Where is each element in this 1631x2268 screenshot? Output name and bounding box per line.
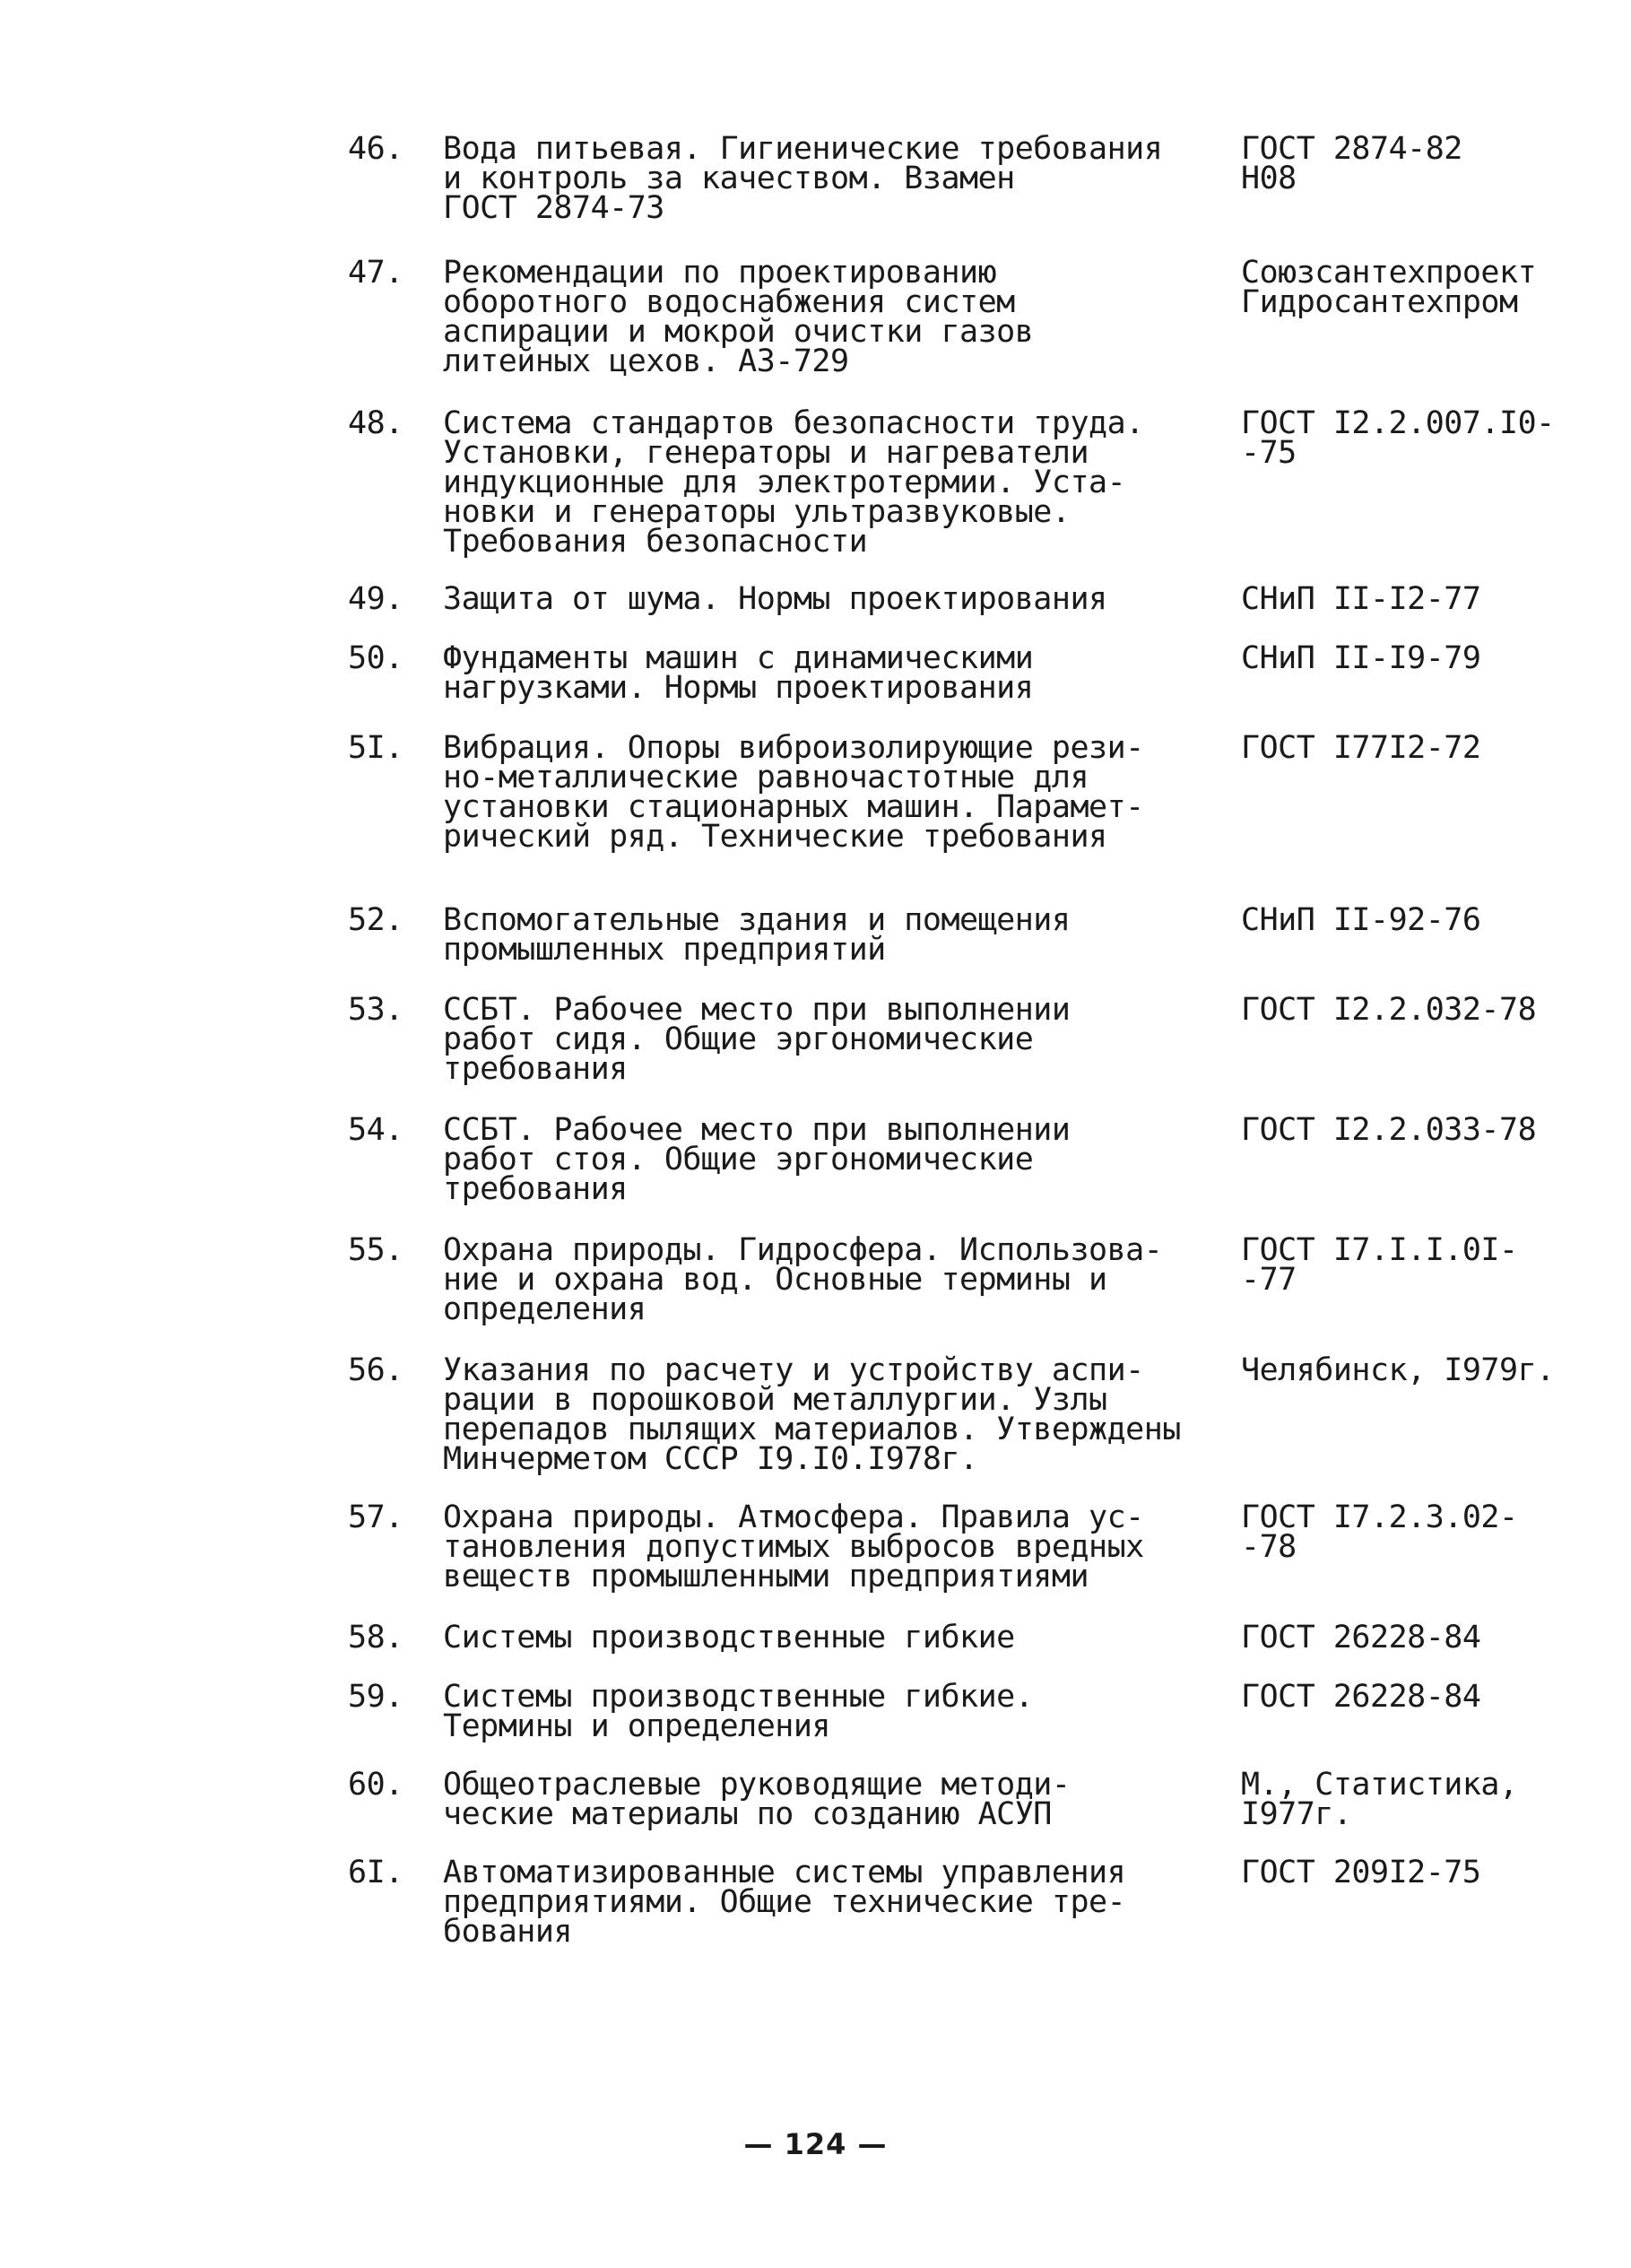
item-title: ССБТ. Рабочее место при выполнении работ сидя. Общие эргономические требования bbox=[443, 992, 1071, 1087]
item-number: 59. bbox=[348, 1679, 403, 1715]
item-title: Рекомендации по проектированию оборотного водоснабжения систем аспирации и мокрой очистки газов литейных цехов. А3-729 bbox=[443, 255, 1034, 379]
item-number: 58. bbox=[348, 1620, 403, 1655]
item-title: Фундаменты машин с динамическими нагрузками. Нормы проектирования bbox=[443, 640, 1034, 706]
item-reference: ГОСТ I7.2.3.02- -78 bbox=[1241, 1499, 1518, 1565]
item-reference: ГОСТ I2.2.033-78 bbox=[1241, 1112, 1537, 1148]
item-title: Вода питьевая. Гигиенические требования и контроль за качеством. Взамен ГОСТ 2874-73 bbox=[443, 131, 1163, 226]
item-number: 57. bbox=[348, 1499, 403, 1535]
item-number: 50. bbox=[348, 640, 403, 676]
item-number: 56. bbox=[348, 1352, 403, 1388]
item-reference: СНиП II-92-76 bbox=[1241, 902, 1481, 938]
item-title: Общеотраслевые руководящие методи- ческие материалы по созданию АСУП bbox=[443, 1767, 1071, 1832]
item-title: ССБТ. Рабочее место при выполнении работ стоя. Общие эргономические требования bbox=[443, 1112, 1071, 1207]
item-number: 53. bbox=[348, 992, 403, 1028]
page-number: — 124 — bbox=[743, 2127, 888, 2161]
item-reference: ГОСТ 26228-84 bbox=[1241, 1679, 1481, 1715]
item-reference: Челябинск, I979г. bbox=[1241, 1352, 1555, 1388]
item-reference: Союзсантехпроект Гидросантехпром bbox=[1241, 255, 1537, 320]
item-number: 48. bbox=[348, 405, 403, 441]
item-number: 49. bbox=[348, 581, 403, 617]
item-title: Указания по расчету и устройству аспи- рации в порошковой металлургии. Узлы перепадов пылящих материалов. Утверждены Минчерметом СССР I9.I0.I978г. bbox=[443, 1352, 1181, 1477]
item-number: 47. bbox=[348, 255, 403, 291]
item-number: 60. bbox=[348, 1767, 403, 1803]
item-reference: ГОСТ I2.2.007.I0- -75 bbox=[1241, 405, 1555, 471]
item-title: Системы производственные гибкие bbox=[443, 1620, 1015, 1655]
item-title: Автоматизированные системы управления предприятиями. Общие технические тре- бования bbox=[443, 1855, 1126, 1950]
item-title: Охрана природы. Гидросфера. Использова- ние и охрана вод. Основные термины и определения bbox=[443, 1232, 1163, 1327]
item-number: 55. bbox=[348, 1232, 403, 1268]
item-reference: ГОСТ I77I2-72 bbox=[1241, 730, 1481, 766]
item-number: 52. bbox=[348, 902, 403, 938]
item-number: 6I. bbox=[348, 1855, 403, 1890]
item-title: Системы производственные гибкие. Термины и определения bbox=[443, 1679, 1034, 1744]
item-reference: ГОСТ 2874-82 Н08 bbox=[1241, 131, 1462, 196]
item-reference: ГОСТ I7.I.I.0I- -77 bbox=[1241, 1232, 1518, 1298]
item-reference: ГОСТ I2.2.032-78 bbox=[1241, 992, 1537, 1028]
item-number: 5I. bbox=[348, 730, 403, 766]
item-number: 46. bbox=[348, 131, 403, 167]
item-title: Охрана природы. Атмосфера. Правила ус- тановления допустимых выбросов вредных веществ промышленными предприятиями bbox=[443, 1499, 1144, 1595]
item-title: Вспомогательные здания и помещения промышленных предприятий bbox=[443, 902, 1071, 968]
item-reference: ГОСТ 26228-84 bbox=[1241, 1620, 1481, 1655]
item-reference: М., Статистика, I977г. bbox=[1241, 1767, 1518, 1832]
item-reference: СНиП II-I2-77 bbox=[1241, 581, 1481, 617]
item-reference: ГОСТ 209I2-75 bbox=[1241, 1855, 1481, 1890]
item-title: Защита от шума. Нормы проектирования bbox=[443, 581, 1107, 617]
item-number: 54. bbox=[348, 1112, 403, 1148]
item-reference: СНиП II-I9-79 bbox=[1241, 640, 1481, 676]
item-title: Вибрация. Опоры виброизолирующие рези- но-металлические равночастотные для установки стационарных машин. Парамет- рический ряд. Технические требования bbox=[443, 730, 1144, 855]
item-title: Система стандартов безопасности труда. Установки, генераторы и нагреватели индукционные для электротермии. Уста- новки и генераторы ультразвуковые. Требования безопасности bbox=[443, 405, 1144, 560]
